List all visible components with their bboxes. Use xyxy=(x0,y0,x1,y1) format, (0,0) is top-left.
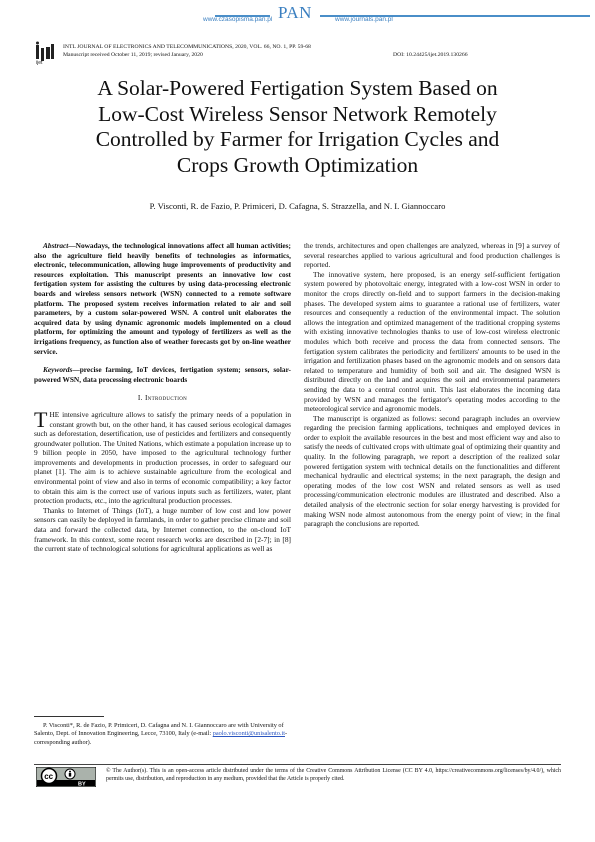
intro-paragraph-2: Thanks to Internet of Things (IoT), a huge number of low cost and low power sensors can easily be deployed in farmlands, in order to gather precise climate and soil data and forward the collected data, by Internet connection, to the on-cloud IoT framework. In this context, some recent research works are described in [2-7]; in [8] the current state of technological solutions for agricultural applications as well as xyxy=(34,505,291,554)
header-banner xyxy=(203,3,590,26)
license-text: © The Author(s). This is an open-access article distributed under the terms of the Creative Commons Attribution License (CC BY 4.0, https://creativecommons.org/licenses/by/4.0/), which permits use, distribution, and reproduction in any medium, provided that the Article is properly cited. xyxy=(106,768,561,782)
intro-paragraph-1-text: HE intensive agriculture allows to satisfy the primary needs of a population in constant growth but, on the other hand, it has caused serious ecological damages such as deforestation, desertification, use of pesticides and fertilizers and consequently groundwater pollution. The United Nations, which estimate a population increase up to 9 billion people in 2050, have imposed to the agricultural technology further improvements and developments in production processes, in order to safeguard our planet [1]. The aim is to achieve sustainable agriculture from the ecological and environmental point of view and also in terms of economic compatibility; a key factor to obtain this aim is the correct use of various inputs such as fertilizers, water, plant protection products, etc., into the agricultural production processes. xyxy=(34,409,291,506)
left-column xyxy=(34,241,291,554)
journal-info-line: INTL JOURNAL OF ELECTRONICS AND TELECOMMUNICATIONS, 2020, VOL. 66, NO. 1, PP. 59-68 xyxy=(63,44,311,50)
cc-badge-text: BY xyxy=(78,781,86,787)
header-url-right[interactable]: www.journals.pan.pl xyxy=(335,16,393,23)
title-line: A Solar-Powered Fertigation System Based on xyxy=(97,76,498,100)
author-email-link[interactable]: paolo.visconti@unisalento.it xyxy=(212,730,285,738)
right-paragraph-3: The manuscript is organized as follows: second paragraph includes an overview regarding the precision farming applications, techniques and employed devices in order to exploit the available resources in the best and most efficient way and also to satisfy the needs of cultivated crops with ultimate goal of optimizing their quantity and quality. In the following paragraph, we report a description of the realized solar powered fertigation system with technical details on the functionalities and different mechanical hydraulic and electrical systems; in the next paragraph, the design and operating modes of the low cost WSN and related sensors as well as used processing/communication electronic modules are illustrated and described. Also a detailed analysis of the electronic section for solar energy harvesting is provided for making WSN node almost autonomous from the energy point of view; in the final paragraph the conclusions are reported. xyxy=(304,413,560,529)
doi[interactable]: DOI: 10.24425/ijet.2019.130266 xyxy=(393,52,468,58)
intro-paragraph-1 xyxy=(34,406,291,506)
author-affiliation-footnote xyxy=(34,722,291,747)
pan-logo: PAN xyxy=(278,3,312,22)
journal-logo-text: ijet xyxy=(36,60,43,65)
abstract-text: —Nowadays, the technological innovations affect all human activities; also the agriculture field heavily benefits of technologies as informatics, electronic, telecommunication, allowing huge improvements of productivity and resources exploitation. This manuscript presents an innovative low cost fertigation system for assisting the cultures by using data-processing electronic boards and wireless sensors network (WSN) connected to a remote software platform. The proposed system receives information related to air and soil parameters, by a custom solar-powered WSN. A control unit elaborates the acquired data by using dynamic agronomic models implemented on a cloud platform, for optimizing the amount and typology of fertilizers as well as the irrigations frequency, as function also of weather forecasts got by on-line weather service. xyxy=(34,241,291,356)
drop-cap: T xyxy=(34,406,48,432)
received-date: Manuscript received October 11, 2019; revised January, 2020 xyxy=(63,52,203,58)
keywords xyxy=(34,365,291,384)
keywords-text: —precise farming, IoT devices, fertigation system; sensors, solar-powered WSN, data processing electronic boards xyxy=(34,365,291,384)
title-line: Controlled by Farmer for Irrigation Cycles and xyxy=(95,127,500,151)
header-url-left[interactable]: www.czasopisma.pan.pl xyxy=(203,16,273,23)
title-line: Crops Growth Optimization xyxy=(176,152,419,177)
author-list: P. Visconti, R. de Fazio, P. Primiceri, D. Cafagna, S. Strazzella, and N. I. Giannoccaro xyxy=(149,201,446,211)
right-paragraph-2: The innovative system, here proposed, is an energy self-sufficient fertigation system powered by photovoltaic energy, integrated with a low-cost WSN in order to monitor the crops directly on-field and to support farmers in the decision-making phases. The developed system aims to guarantee a rational use of fertilizers, water resources and consequently a reduction of the environmental impact. The solution allows the integration and optimized management of the traditional cropping systems with existing innovative technologies thanks to use of low-cost wireless electronic modules which both receive and process the data from connected sensors. The fertigation system calibrates the periodicity and fertilizers' amounts to be used in the irrigation and fertilization phases based on the agronomic models and on sensors data related to temperature and humidity of both soil and air. The designed WSN is distributed directly on the land and acquires the soil and environmental parameters sending the data to a central control unit. This last elaborates the incoming data provided by WSN and manages the fertigator's operating modes according to the meteorological service and agronomic models. xyxy=(304,269,560,414)
section-number: I. xyxy=(137,393,143,403)
section-title: Introduction xyxy=(144,393,188,403)
footnote-line-1: P. Visconti*, R. de Fazio, P. Primiceri, D. Cafagna and N. I. Giannoccaro are with University of Salento, Dept. of Innovation Engineering, Lecce, 73100, Italy (e-mail: xyxy=(34,722,284,738)
journal-logo xyxy=(34,41,58,65)
footnote-text xyxy=(34,722,291,747)
svg-text:cc: cc xyxy=(44,771,54,781)
title-line: Low-Cost Wireless Sensor Network Remotely xyxy=(98,101,497,126)
right-column xyxy=(304,241,560,529)
paper-title xyxy=(40,76,555,178)
footnote-line-2: -corresponding author). xyxy=(34,730,288,746)
section-heading xyxy=(34,393,291,403)
footnote-rule xyxy=(34,716,104,717)
abstract-label: Abstract xyxy=(43,241,69,250)
right-paragraph-1: the trends, architectures and open challenges are analyzed, whereas in [9] a survey of several researches applied to various agricultural and food production challenges is reported. xyxy=(304,241,560,270)
keywords-label: Keywords xyxy=(43,365,73,375)
cc-by-badge[interactable] xyxy=(36,767,96,787)
license-rule xyxy=(34,764,561,765)
abstract xyxy=(34,241,291,356)
